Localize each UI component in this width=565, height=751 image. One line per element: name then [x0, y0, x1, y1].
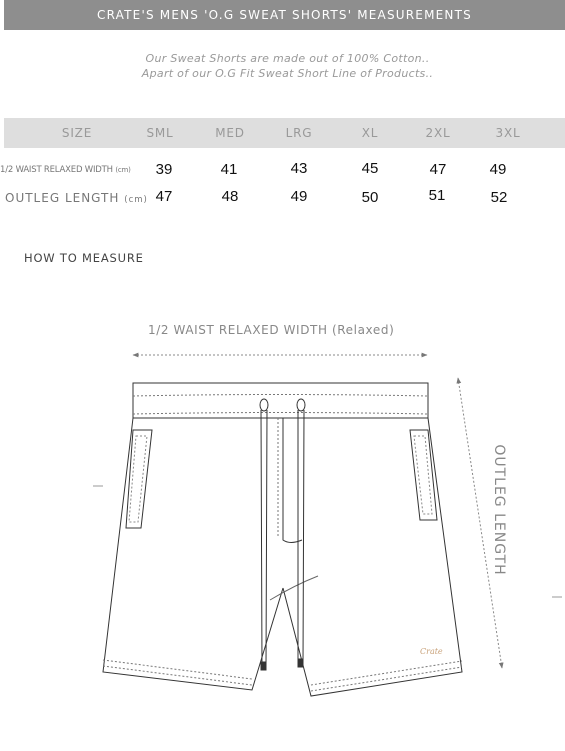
waist-row-unit: (cm): [115, 166, 131, 174]
page-title: CRATE'S MENS 'O.G SWEAT SHORTS' MEASUREMENTS: [97, 8, 472, 22]
front-fly: [283, 418, 302, 543]
right-drawstring-tip: [298, 659, 303, 667]
left-drawstring: [261, 410, 267, 668]
size-header-lrg: LRG: [285, 126, 313, 140]
outleg-value-med: 48: [221, 188, 239, 205]
waist-value-xl: 45: [361, 160, 379, 177]
crate-logo: Crate: [420, 647, 443, 656]
waist-value-3xl: 49: [489, 161, 507, 178]
crotch-seam: [270, 576, 318, 600]
right-hem-stitch: [311, 661, 462, 685]
right-pocket: [410, 430, 437, 520]
waistband-stitch-top: [133, 395, 428, 397]
waist-value-2xl: 47: [429, 161, 447, 178]
left-leg-outline: [103, 418, 283, 690]
size-header-sml: SML: [146, 126, 174, 140]
outleg-value-lrg: 49: [290, 188, 308, 205]
intro-line-1: Our Sweat Shorts are made out of 100% Cotton..: [145, 52, 430, 65]
waist-value-med: 41: [220, 161, 238, 178]
left-hem-stitch: [103, 660, 252, 679]
outleg-length-arrow: [458, 378, 502, 668]
outleg-value-3xl: 52: [490, 189, 508, 206]
outleg-row-label-text: OUTLEG LENGTH: [5, 191, 120, 205]
outleg-value-2xl: 51: [428, 187, 446, 204]
waist-value-sml: 39: [155, 161, 173, 178]
left-hem-stitch-2: [103, 666, 252, 685]
right-hem-stitch-2: [311, 667, 462, 691]
size-column-label: SIZE: [61, 126, 93, 140]
right-drawstring: [298, 410, 304, 665]
right-eyelet: [297, 399, 305, 411]
waist-measure-label: 1/2 WAIST RELAXED WIDTH (Relaxed): [148, 323, 395, 337]
left-eyelet: [260, 399, 268, 411]
outleg-row-unit: (cm): [124, 195, 148, 205]
shorts-outline: [103, 383, 462, 696]
waistband-stitch-bottom: [133, 413, 428, 415]
outleg-value-sml: 47: [155, 188, 173, 205]
size-header-3xl: 3XL: [495, 126, 521, 140]
outleg-measure-label: OUTLEG LENGTH: [491, 444, 507, 576]
outleg-value-xl: 50: [361, 189, 379, 206]
size-header-med: MED: [215, 126, 245, 140]
waist-value-lrg: 43: [290, 160, 308, 177]
left-drawstring-tip: [261, 662, 266, 670]
intro-line-2: Apart of our O.G Fit Sweat Short Line of Products..: [141, 67, 434, 80]
waist-row-label-text: 1/2 WAIST RELAXED WIDTH: [0, 165, 113, 175]
how-to-measure-heading: HOW TO MEASURE: [24, 251, 144, 265]
size-header-xl: XL: [361, 126, 379, 140]
size-header-2xl: 2XL: [425, 126, 451, 140]
